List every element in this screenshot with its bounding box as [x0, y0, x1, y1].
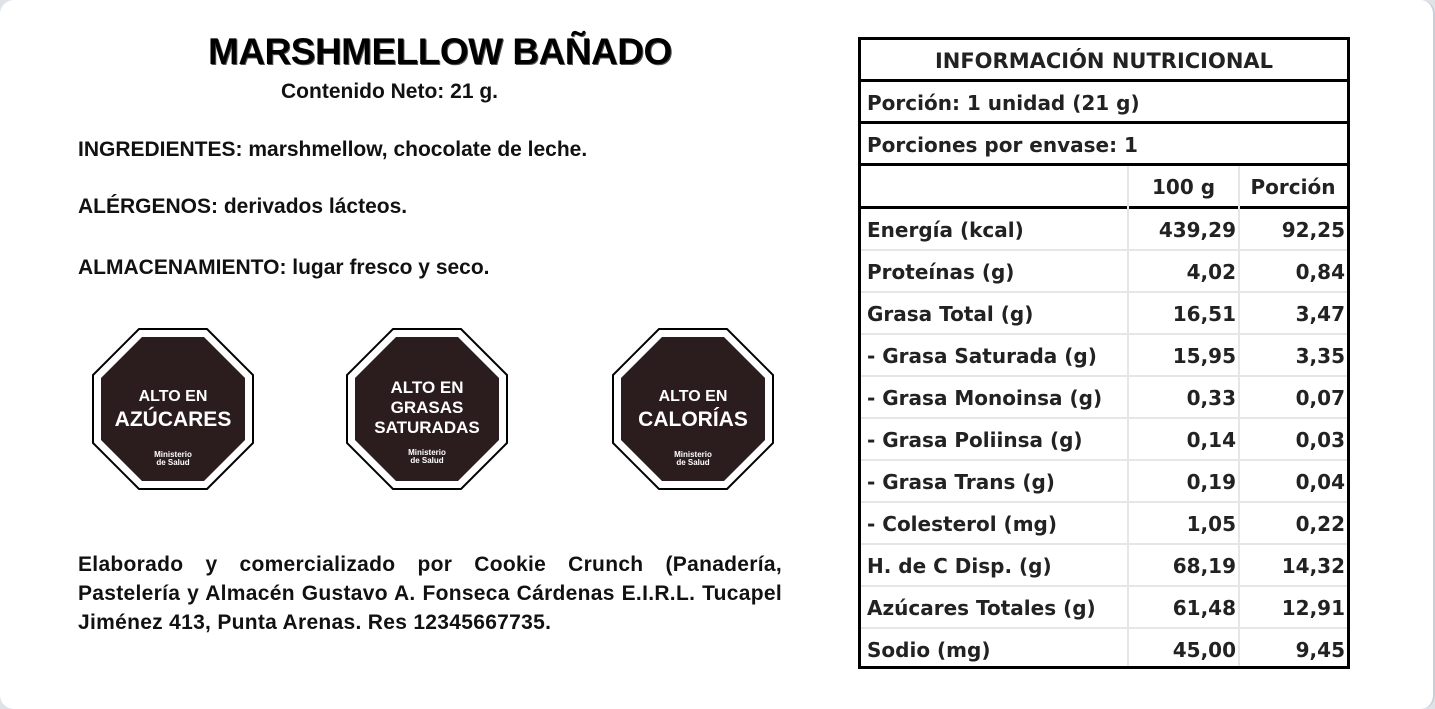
manufacturer-text: Elaborado y comercializado por Cookie Crunch (Panadería, Pastelería y Almacén Gustavo A. Fonseca Cárdenas E.I.R.L. Tucapel Jiménez 413, Punta Arenas. Res 12345667735. [78, 553, 782, 634]
storage-text: ALMACENAMIENTO: lugar fresco y seco. [78, 256, 490, 279]
seal-high-saturated-fat [346, 328, 508, 490]
nutrient-name: - Grasa Monoinsa (g) [867, 386, 1103, 410]
value-per-100g: 0,19 [1186, 470, 1236, 494]
seal-ministry2: de Salud [676, 458, 710, 467]
nutrient-name: - Grasa Saturada (g) [867, 344, 1097, 368]
servings-per-package: Porciones por envase: 1 [861, 124, 1347, 166]
seal-high-calories [612, 328, 774, 490]
table-row [861, 251, 1347, 293]
seal-ministry2: de Salud [156, 458, 190, 467]
seal-ministry1: Ministerio [154, 450, 192, 459]
column-divider [1238, 166, 1240, 666]
value-per-portion: 0,07 [1295, 386, 1345, 410]
nutrient-name: Sodio (mg) [867, 638, 991, 662]
product-title: MARSHMELLOW BAÑADO [208, 31, 672, 72]
table-row [861, 587, 1347, 629]
table-row [861, 335, 1347, 377]
value-per-100g: 45,00 [1172, 638, 1236, 662]
table-row [861, 419, 1347, 461]
column-divider [1127, 166, 1129, 666]
value-per-100g: 16,51 [1172, 302, 1236, 326]
value-per-portion: 9,45 [1295, 638, 1345, 662]
nutrient-name: - Colesterol (mg) [867, 512, 1057, 536]
nutrient-name: Grasa Total (g) [867, 302, 1034, 326]
value-per-100g: 439,29 [1158, 218, 1236, 242]
column-headers [861, 166, 1347, 208]
seal-line2: GRASAS [390, 398, 464, 417]
serving-size: Porción: 1 unidad (21 g) [861, 82, 1347, 124]
seal-line1: ALTO EN [658, 388, 728, 405]
seal-ministry2: de Salud [410, 456, 444, 465]
column-header-portion: Porción [1250, 175, 1336, 199]
seal-line2: CALORÍAS [638, 408, 748, 431]
table-row [861, 545, 1347, 587]
table-row [861, 461, 1347, 503]
table-row [861, 209, 1347, 251]
value-per-100g: 1,05 [1186, 512, 1236, 536]
nutrient-name: - Grasa Poliinsa (g) [867, 428, 1083, 452]
value-per-100g: 0,14 [1186, 428, 1236, 452]
value-per-portion: 14,32 [1281, 554, 1345, 578]
ingredients-text: INGREDIENTES: marshmellow, chocolate de leche. [78, 138, 588, 161]
seal-line1: ALTO EN [390, 378, 464, 397]
value-per-100g: 15,95 [1172, 344, 1236, 368]
seal-ministry1: Ministerio [674, 450, 712, 459]
value-per-100g: 4,02 [1186, 260, 1236, 284]
value-per-portion: 0,22 [1295, 512, 1345, 536]
seal-line3: SATURADAS [374, 418, 480, 437]
seal-line2: AZÚCARES [114, 408, 232, 431]
nutrient-name: Azúcares Totales (g) [867, 596, 1096, 620]
nutrient-name: - Grasa Trans (g) [867, 470, 1055, 494]
value-per-portion: 0,04 [1295, 470, 1345, 494]
column-header-100g: 100 g [1151, 175, 1216, 199]
value-per-portion: 0,03 [1295, 428, 1345, 452]
allergens-text: ALÉRGENOS: derivados lácteos. [78, 195, 408, 218]
value-per-100g: 68,19 [1172, 554, 1236, 578]
nutrient-name: H. de C Disp. (g) [867, 554, 1052, 578]
value-per-portion: 12,91 [1281, 596, 1345, 620]
value-per-100g: 61,48 [1172, 596, 1236, 620]
table-row [861, 629, 1347, 671]
nutrition-table [858, 37, 1350, 669]
value-per-portion: 92,25 [1281, 218, 1345, 242]
value-per-portion: 3,47 [1295, 302, 1345, 326]
table-row [861, 293, 1347, 335]
value-per-portion: 0,84 [1295, 260, 1345, 284]
seal-line1: ALTO EN [138, 388, 208, 405]
nutrient-name: Energía (kcal) [867, 218, 1024, 242]
seal-ministry1: Ministerio [408, 448, 446, 457]
nutrition-header: INFORMACIÓN NUTRICIONAL [861, 40, 1347, 82]
value-per-100g: 0,33 [1186, 386, 1236, 410]
seal-high-sugar [92, 328, 254, 490]
value-per-portion: 3,35 [1295, 344, 1345, 368]
table-row [861, 377, 1347, 419]
net-content: Contenido Neto: 21 g. [281, 80, 498, 103]
nutrient-name: Proteínas (g) [867, 260, 1015, 284]
table-row [861, 503, 1347, 545]
